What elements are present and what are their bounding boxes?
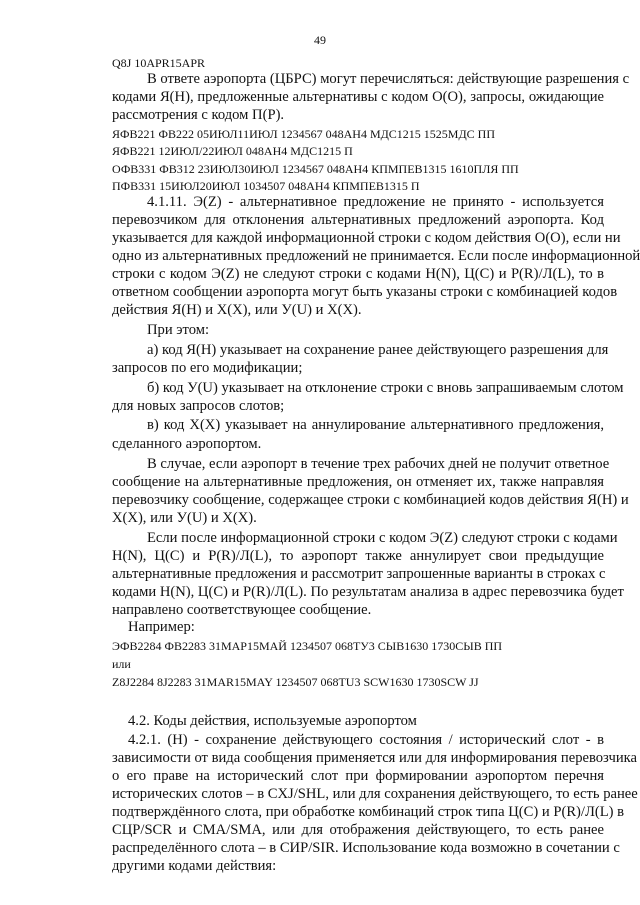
text-line: перевозчику сообщение, содержащее строки с комбинацией кодов действия Я(Н) и (112, 492, 629, 508)
text-line: В ответе аэропорта (ЦБРС) могут перечисляться: действующие разрешения с (147, 71, 630, 87)
text-line: сделанного аэропортом. (112, 436, 262, 452)
text-line: Если после информационной строки с кодом Э(Z) следуют строки с кодами (147, 530, 618, 546)
text-line: сообщение на альтернативные предложения, он отменяет их, также направляя (112, 474, 604, 490)
text-line: ответном сообщении аэропорта могут быть указаны строки с комбинацией кодов (112, 284, 618, 300)
text-line: одно из альтернативных предложений не принимается. Если после информационной (112, 248, 640, 264)
text-line: ЯФВ221 12ИЮЛ/22ИЮЛ 048АН4 МДС1215 П (112, 144, 353, 158)
text-line: рассмотрения с кодом П(Р). (112, 107, 285, 123)
text-line: ПФВ331 15ИЮЛ20ИЮЛ 1034507 048АН4 КПМПЕВ1315 П (112, 179, 420, 193)
text-line: исторических слотов – в CXJ/SHL, или для сохранения действующего, то есть ранее (112, 786, 638, 802)
text-line: Q8J 10APR15APR (112, 56, 206, 70)
text-line: Например: (128, 619, 195, 635)
text-line: 4.1.11. Э(Z) - альтернативное предложение не принято - используется (147, 194, 604, 210)
text-line: действия Я(Н) и Х(Х), или У(U) и Х(Х). (112, 302, 362, 318)
text-line: в) код Х(Х) указывает на аннулирование альтернативного предложения, (147, 417, 604, 433)
text-line: Н(N), Ц(С) и Р(R)/Л(L), то аэропорт также аннулирует свои предыдущие (112, 548, 604, 564)
text-line: подтверждённого слота, при обработке комбинаций строк типа Ц(С) и Р(R)/Л(L) в (112, 804, 625, 820)
text-line: распределённого слота – в СИР/SIR. Использование кода возможно в сочетании с (112, 840, 620, 856)
text-line: для новых запросов слотов; (112, 398, 285, 414)
text-line: альтернативные предложения и рассмотрит запрошенные варианты в строках с (112, 566, 606, 582)
text-line: кодами Н(N), Ц(С) и Р(R)/Л(L). По результатам анализа в адрес перевозчика будет (112, 584, 624, 600)
page-number: 49 (314, 33, 326, 47)
text-line: или (112, 657, 131, 671)
text-line: б) код У(U) указывает на отклонение строки с вновь запрашиваемым слотом (147, 380, 624, 396)
text-line: Х(Х), или У(U) и Х(Х). (112, 510, 257, 526)
text-line: При этом: (147, 322, 210, 338)
text-line: Z8J2284 8J2283 31MAR15MAY 1234507 068TU3 SCW1630 1730SCW JJ (112, 675, 479, 689)
text-line: СЦР/SCR и СМА/SMA, или для отображения действующего, то есть ранее (112, 822, 604, 838)
text-line: другими кодами действия: (112, 858, 277, 874)
text-line: кодами Я(Н), предложенные альтернативы с кодом О(О), запросы, ожидающие (112, 89, 604, 105)
text-line: 4.2.1. (Н) - сохранение действующего состояния / исторический слот - в (128, 732, 604, 748)
text-line: зависимости от вида сообщения применяется или для информирования перевозчика (112, 750, 638, 766)
text-line: ЯФВ221 ФВ222 05ИЮЛ11ИЮЛ 1234567 048АН4 МДС1215 1525МДС ПП (112, 127, 495, 141)
section-heading: 4.2. Коды действия, используемые аэропортом (128, 713, 417, 729)
text-line: а) код Я(Н) указывает на сохранение ранее действующего разрешения для (147, 342, 609, 358)
text-line: строки с кодом Э(Z) не следуют строки с кодами Н(N), Ц(С) и Р(R)/Л(L), то в (112, 266, 604, 282)
text-line: перевозчиком для отклонения альтернативных предложений аэропорта. Код (112, 212, 604, 228)
text-line: ЭФВ2284 ФВ2283 31МАР15МАЙ 1234507 068ТУ3 СЫВ1630 1730СЫВ ПП (112, 639, 503, 653)
text-line: запросов по его модификации; (112, 360, 303, 376)
text-line: В случае, если аэропорт в течение трех рабочих дней не получит ответное (147, 456, 610, 472)
text-line: направлено соответствующее сообщение. (112, 602, 372, 618)
text-line: ОФВ331 ФВ312 23ИЮЛ30ИЮЛ 1234567 048АН4 КПМПЕВ1315 1610ПЛЯ ПП (112, 162, 519, 176)
text-line: о его праве на исторический слот при формировании аэропортом перечня (112, 768, 604, 784)
text-line: указывается для каждой информационной строки с кодом действия О(О), если ни (112, 230, 621, 246)
